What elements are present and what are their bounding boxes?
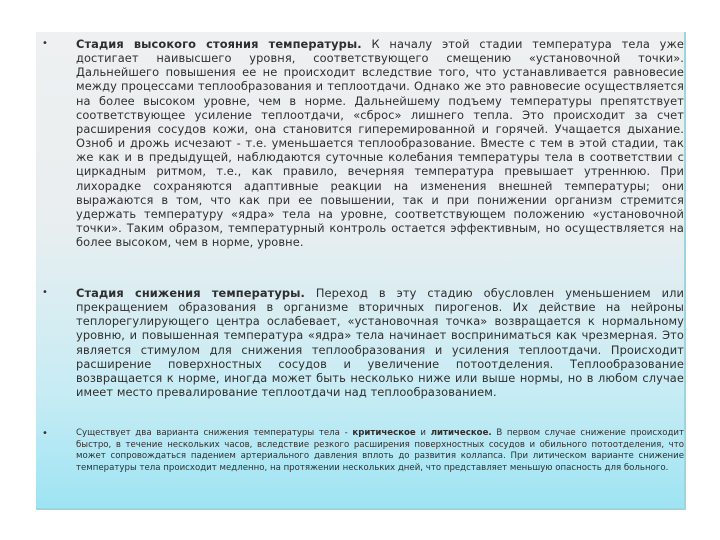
term-lytic: литическое.	[430, 428, 492, 438]
list-item-temperature-decrease-stage	[42, 286, 684, 400]
bullet-icon: •	[42, 428, 48, 439]
item-heading: Стадия снижения температуры.	[76, 286, 305, 300]
slide	[36, 32, 686, 510]
item-text-end: В первом случае снижение происходит быстро, в течение нескольких часов, вследствие резкого расширения поверхностных сосудов и обильного потоотделения, что может сопровождаться падением артериального давления вплоть до развития коллапса. При литическом варианте снижение температуры тела происходит медленно, на протяжении нескольких дней, что представляет меньшую опасность для больного.	[76, 428, 684, 473]
item-text-start: Существует два варианта снижения температуры тела -	[76, 428, 353, 438]
bullet-icon: •	[42, 287, 48, 298]
list-item-high-temperature-stage	[42, 37, 684, 250]
item-text: К началу этой стадии температура тела уже достигает наивысшего уровня, соответствующего смещению «установочной точки». Дальнейшего повышения ее не происходит вследствие того, что устанавливается равновесие между процессами теплообразования и теплоотдачи. Однако же это равновесие осуществляется на более высоком уровне, чем в норме. Дальнейшему подъему температуры препятствует соответствующее усиление теплоотдачи, «сброс» лишнего тепла. Это происходит за счет расширения сосудов кожи, она становится гиперемированной и горячей. Учащается дыхание. Озноб и дрожь исчезают - т.е. уменьшается теплообразование. Вместе с тем в этой стадии, так же как и в предыдущей, наблюдаются суточные колебания температуры тела в соответствии с циркадным ритмом, т.е., как правило, вечерняя температура превышает утреннюю. При лихорадке сохраняются адаптивные реакции на изменения внешней температуры; они выражаются в том, что как при ее повышении, так и при понижении организм стремится удержать температуру «ядра» тела на уровне, соответствующем положению «установочной точки». Таким образом, температурный контроль остается эффективным, но осуществляется на более высоком, чем в норме, уровне.	[76, 37, 684, 250]
bullet-icon: •	[42, 38, 48, 49]
item-text-conjunction: и	[415, 428, 431, 438]
term-critical: критическое	[352, 428, 416, 438]
list-item-decrease-variants	[42, 428, 684, 474]
item-text: Переход в эту стадию обусловлен уменьшением или прекращением образования в организме вторичных пирогенов. Их действие на нейроны теплорегулирующего центра ослабевает, «установочная точка» возвращается к нормальному уровню, и повышенная температура «ядра» тела начинает восприниматься как чрезмерная. Это является стимулом для снижения теплообразования и усиления теплоотдачи. Происходит расширение поверхностных сосудов и увеличение потоотделения. Теплообразование возвращается к норме, иногда может быть несколько ниже или выше нормы, но в любом случае имеет место превалирование теплоотдачи над теплообразованием.	[76, 286, 684, 400]
item-heading: Стадия высокого стояния температуры.	[76, 37, 362, 51]
